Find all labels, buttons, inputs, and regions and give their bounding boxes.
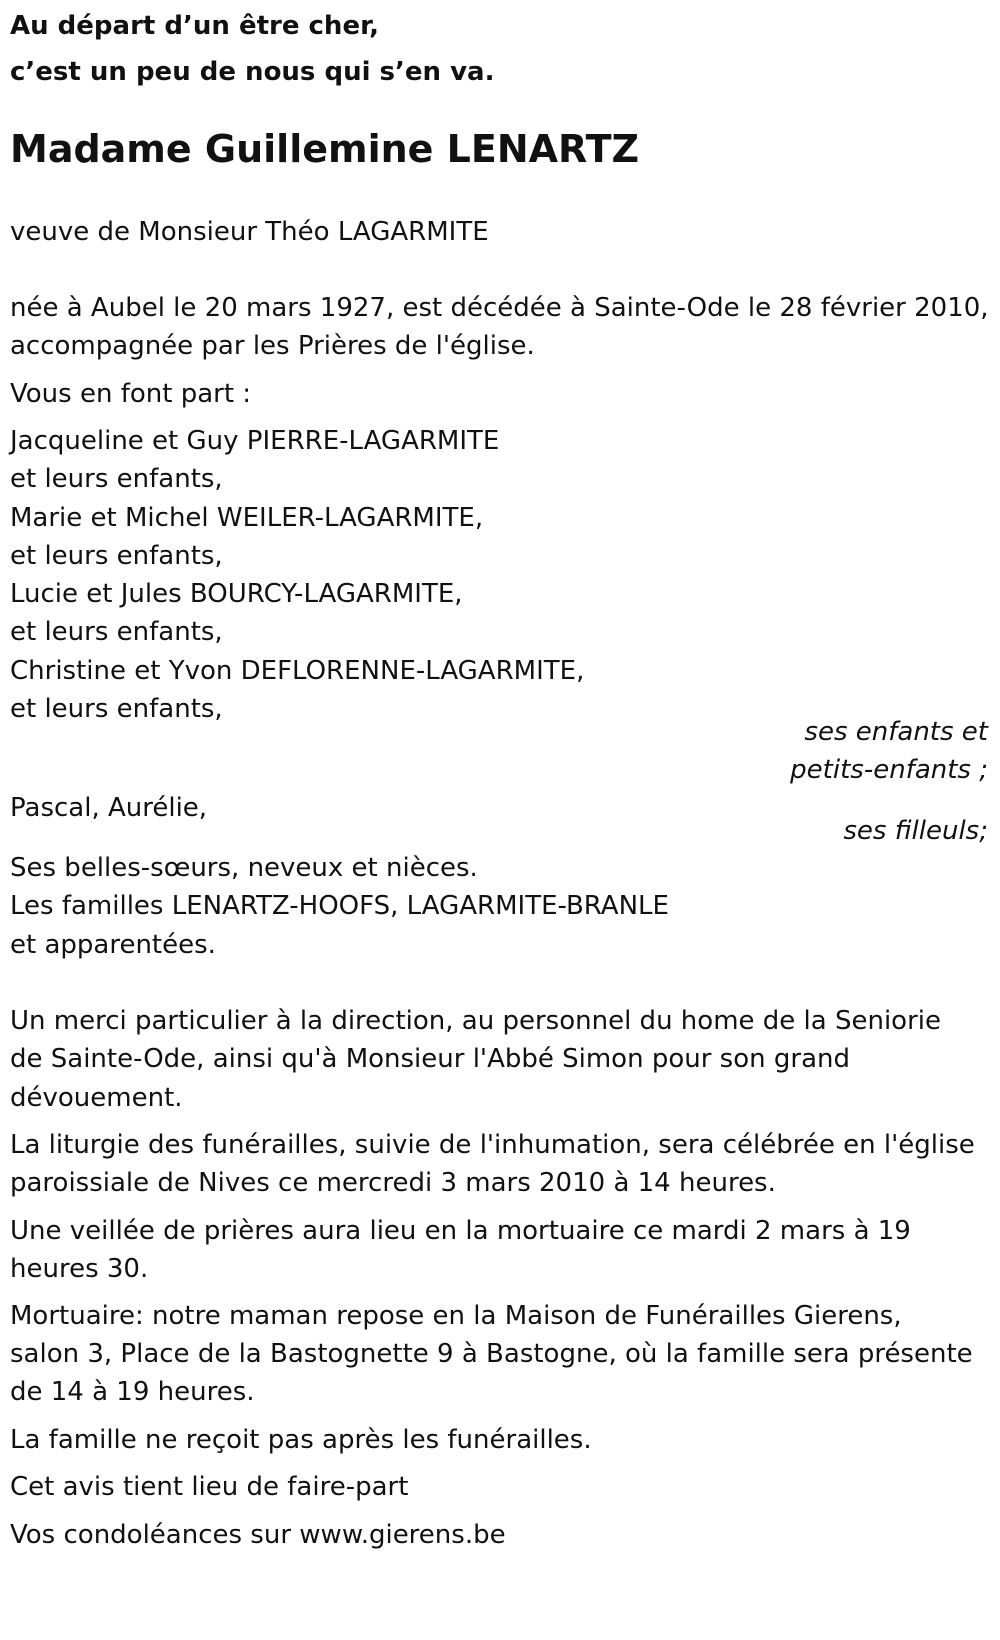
mortuary-line: Mortuaire: notre maman repose en la Maison de Funérailles Gierens, [10, 1301, 902, 1331]
relatives-line: Ses belles-sœurs, neveux et nièces. [10, 853, 478, 883]
family-line: et leurs enfants, [10, 694, 223, 724]
relatives-line: et apparentées. [10, 930, 216, 960]
opening-line-2: c’est un peu de nous qui s’en va. [10, 57, 495, 87]
birth-death-line-2: accompagnée par les Prières de l'église. [10, 331, 535, 361]
birth-death-line-1: née à Aubel le 20 mars 1927, est décédée à Sainte-Ode le 28 février 2010, [10, 293, 989, 323]
children-role-line-1: ses enfants et [804, 717, 988, 747]
notice-statement: Cet avis tient lieu de faire-part [10, 1472, 409, 1502]
deceased-name: Madame Guillemine LENARTZ [10, 127, 640, 171]
thanks-line: dévouement. [10, 1083, 183, 1113]
relatives-line: Les familles LENARTZ-HOOFS, LAGARMITE-BRANLE [10, 891, 669, 921]
godchildren-role: ses filleuls; [843, 816, 988, 846]
opening-line-1: Au départ d’un être cher, [10, 11, 379, 41]
condolences-link-text: Vos condoléances sur www.gierens.be [10, 1520, 506, 1550]
family-line: Marie et Michel WEILER-LAGARMITE, [10, 503, 484, 533]
godchildren-names: Pascal, Aurélie, [10, 793, 208, 823]
announcers-intro: Vous en font part : [10, 379, 252, 409]
thanks-line: Un merci particulier à la direction, au personnel du home de la Seniorie [10, 1006, 941, 1036]
mortuary-line: de 14 à 19 heures. [10, 1377, 255, 1407]
liturgy-line: La liturgie des funérailles, suivie de l'inhumation, sera célébrée en l'église [10, 1130, 975, 1160]
family-line: et leurs enfants, [10, 541, 223, 571]
family-line: Lucie et Jules BOURCY-LAGARMITE, [10, 579, 463, 609]
family-line: et leurs enfants, [10, 464, 223, 494]
family-line: Jacqueline et Guy PIERRE-LAGARMITE [10, 426, 500, 456]
liturgy-line: paroissiale de Nives ce mercredi 3 mars 2010 à 14 heures. [10, 1168, 776, 1198]
family-line: et leurs enfants, [10, 617, 223, 647]
no-reception-note: La famille ne reçoit pas après les funérailles. [10, 1425, 592, 1455]
children-role-line-2: petits-enfants ; [790, 755, 988, 785]
vigil-line: heures 30. [10, 1254, 149, 1284]
thanks-line: de Sainte-Ode, ainsi qu'à Monsieur l'Abbé Simon pour son grand [10, 1044, 850, 1074]
mortuary-line: salon 3, Place de la Bastognette 9 à Bastogne, où la famille sera présente [10, 1339, 973, 1369]
vigil-line: Une veillée de prières aura lieu en la mortuaire ce mardi 2 mars à 19 [10, 1216, 911, 1246]
widow-of: veuve de Monsieur Théo LAGARMITE [10, 217, 489, 247]
family-line: Christine et Yvon DEFLORENNE-LAGARMITE, [10, 656, 585, 686]
